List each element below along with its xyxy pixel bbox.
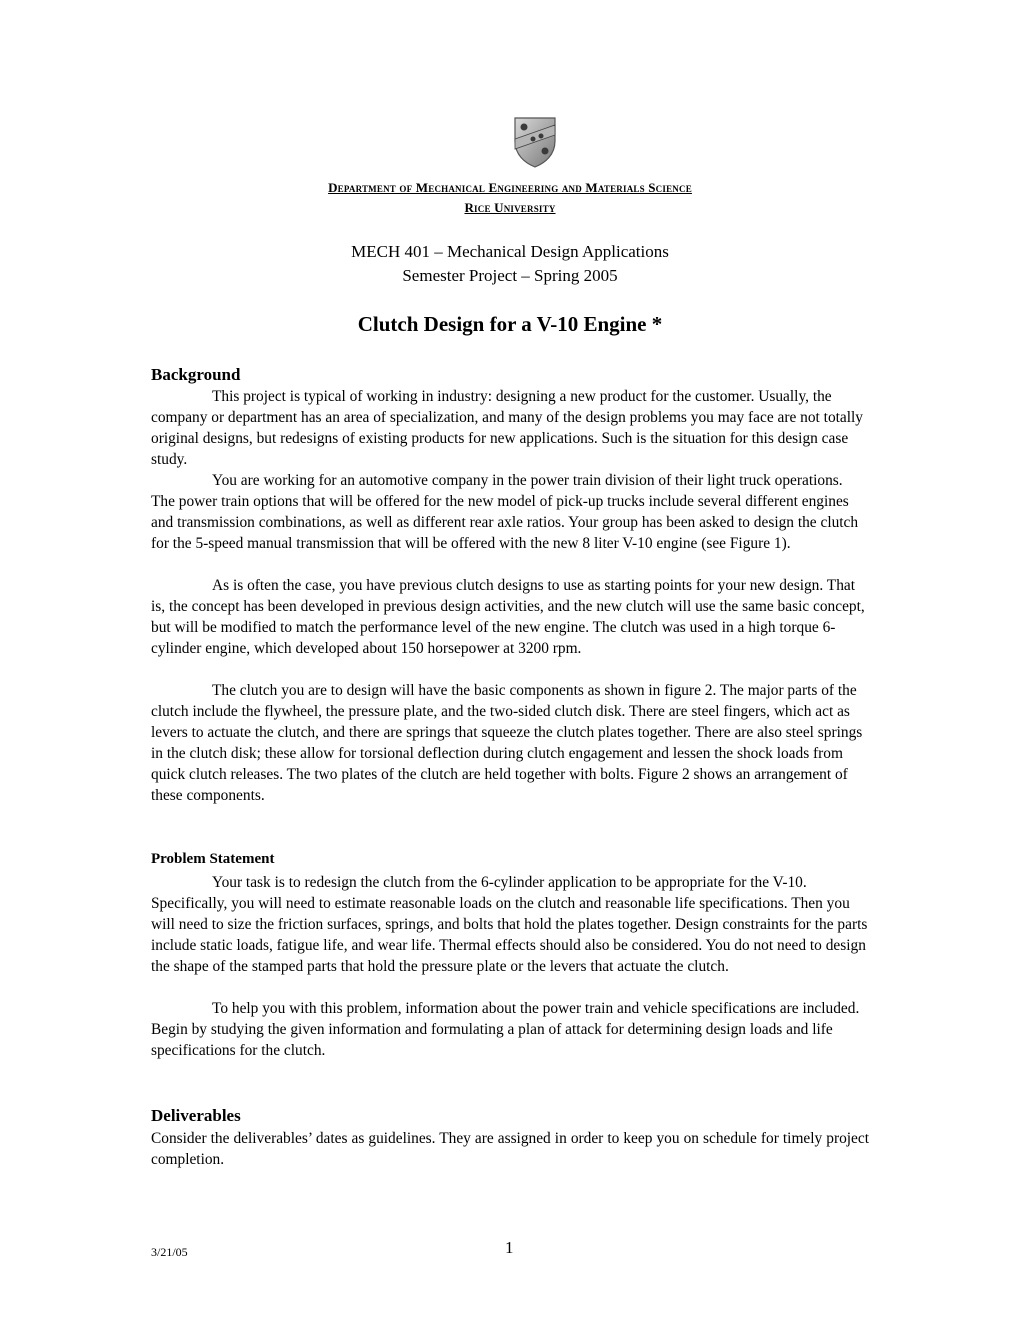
deliverables-paragraph: Consider the deliverables’ dates as guidelines. They are assigned in order to keep you on schedule for timely project completion. [151,1130,869,1168]
problem-paragraph-1 [151,872,869,977]
paragraph-text: The clutch you are to design will have the basic components as shown in figure 2. The major parts of the clutch include the flywheel, the pressure plate, and the two-sided clutch disk. There are steel fingers, which act as levers to actuate the clutch, and there are springs that squeeze the clutch plates together. There are also steel springs in the clutch disk; these allow for torsional deflection during clutch engagement and lessen the shock loads from quick clutch releases. The two plates of the clutch are held together with bolts. Figure 2 shows an arrangement of these components. [151,682,863,804]
paragraph-text: Your task is to redesign the clutch from the 6-cylinder application to be appropriate for the V-10. Specifically, you will need to estimate reasonable loads on the clutch and reasonable life specifications. Then you will need to size the friction surfaces, springs, and bolts that hold the plates together. Design constraints for the parts include static loads, fatigue life, and wear life. Thermal effects should also be considered. You do not need to design the shape of the stamped parts that hold the pressure plate or the levers that actuate the clutch. [151,874,868,975]
paragraph-text: This project is typical of working in industry: designing a new product for the customer. Usually, the company or department has an area of specialization, and many of the design problems you may face are not totally original designs, but redesigns of existing products for new applications. Such is the situation for this design case study. [151,388,863,468]
department-name: Department of Mechanical Engineering and Materials Science [328,180,692,195]
problem-paragraph-2 [151,998,869,1061]
paragraph-text: You are working for an automotive company in the power train division of their light truck operations. The power train options that will be offered for the new model of pick-up trucks include several different engines and transmission combinations, as well as different rear axle ratios. Your group has been asked to design the clutch for the 5-speed manual transmission that will be offered with the new 8 liter V-10 engine (see Figure 1). [151,472,859,552]
university-name: Rice University [464,200,556,215]
paragraph-text: To help you with this problem, information about the power train and vehicle specifications are included. Begin by studying the given information and formulating a plan of attack for determining design loads and life specifications for the clutch. [151,1000,860,1059]
problem-statement-heading: Problem Statement [151,851,275,867]
paragraph-text: As is often the case, you have previous clutch designs to use as starting points for your new design. That is, the concept has been developed in previous design activities, and the new clutch will use the same basic concept, but will be modified to match the performance level of the new engine. The clutch was used in a high torque 6-cylinder engine, which developed about 150 horsepower at 3200 rpm. [151,577,865,657]
document-title: Clutch Design for a V-10 Engine * [357,312,663,336]
background-paragraph-2 [151,470,869,554]
footer-date: 3/21/05 [151,1245,188,1259]
background-paragraph-1 [151,386,869,470]
course-title: MECH 401 – Mechanical Design Applications [351,242,669,261]
rice-university-crest-logo [511,115,559,169]
semester-project: Semester Project – Spring 2005 [402,266,618,285]
background-paragraph-4 [151,680,869,806]
page-number: 1 [505,1238,514,1257]
background-heading: Background [151,365,241,384]
background-paragraph-3 [151,575,869,659]
deliverables-heading: Deliverables [151,1106,241,1125]
